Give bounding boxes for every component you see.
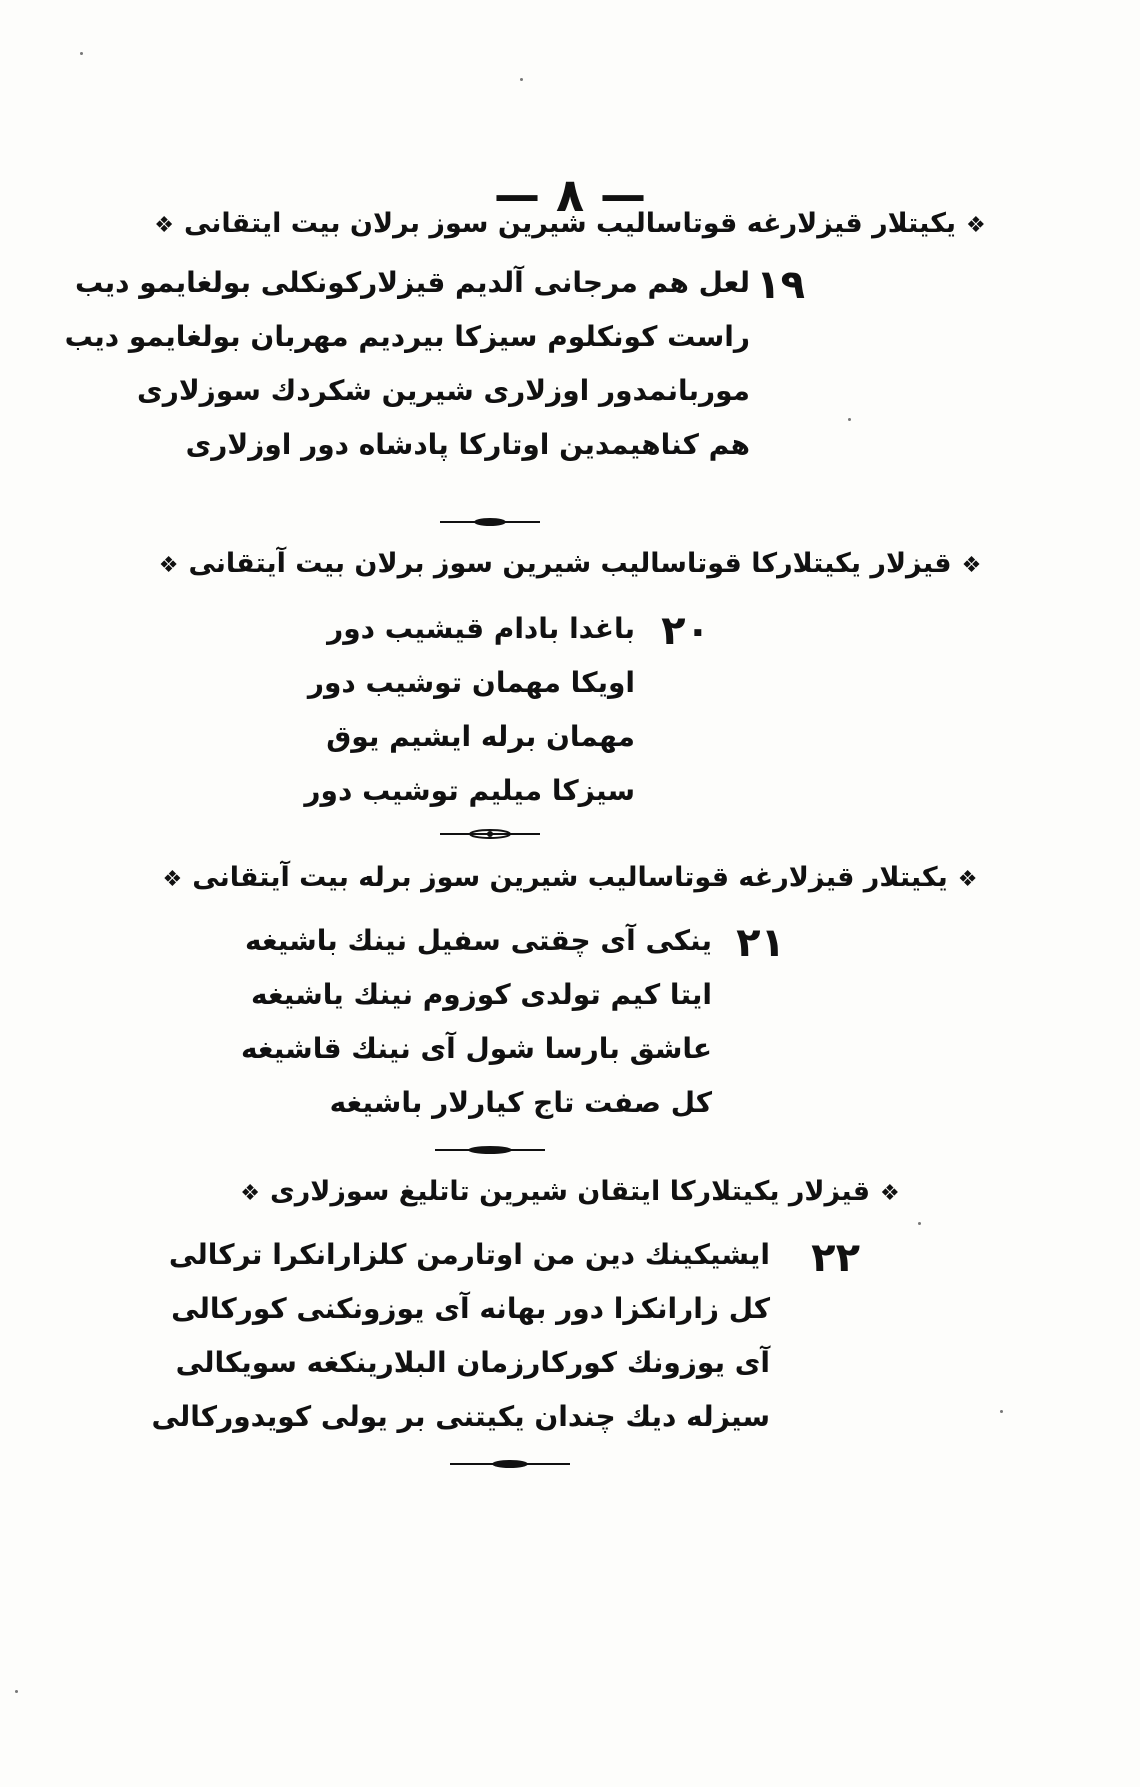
verse-line: باغدا بادام قيشيب دور	[327, 612, 635, 645]
section-heading-22	[0, 1176, 1140, 1207]
ornament-icon: ❖	[154, 213, 174, 238]
paper-speck	[848, 418, 851, 421]
verse-line: كل صفت تاج كيارلار باشيغه	[329, 1086, 712, 1119]
verse-line: مهمان برله ايشيم يوق	[326, 720, 635, 753]
ornamental-divider	[450, 1458, 570, 1470]
ornament-icon: ❖	[880, 1181, 900, 1206]
ornamental-divider	[435, 1144, 545, 1156]
paper-speck	[15, 1690, 18, 1693]
verse-line: ايشيكينك دين من اوتارمن كلزارانكرا تركالى	[168, 1238, 770, 1271]
heading-text: قيزلار يكيتلاركا ايتقان شيرين تاتليغ سوزلارى	[269, 1176, 871, 1207]
ornamental-divider	[440, 828, 540, 840]
verse-block-22	[151, 1228, 770, 1444]
ornament-icon: ❖	[961, 553, 982, 578]
verse-line: راست كونكلوم سيزكا بيرديم مهربان بولغايمو ديب	[64, 320, 750, 353]
verse-line: سيزله ديك چندان يكيتنى بر يولى كويدوركالى	[151, 1400, 770, 1433]
heading-text: قيزلار يكيتلاركا قوتاساليب شيرين سوز برلان بيت آيتقانى	[188, 548, 952, 579]
verse-number: ٢١	[736, 920, 785, 966]
page-number: — ٨ —	[493, 168, 647, 222]
verse-block-20	[304, 602, 635, 818]
verse-line: آى يوزونك كوركارزمان البلارينكغه سويكالى	[175, 1346, 770, 1379]
section-heading-19	[0, 208, 1140, 239]
section-heading-20	[0, 548, 1140, 579]
paper-speck	[520, 78, 523, 81]
heading-text: يكيتلار قيزلارغه قوتاساليب شيرين سوز برلان بيت ايتقانى	[183, 208, 957, 239]
heading-text: يكيتلار قيزلارغه قوتاساليب شيرين سوز برله بيت آيتقانى	[192, 862, 948, 893]
paper-speck	[918, 1222, 921, 1225]
verse-block-19	[65, 256, 750, 472]
verse-line: هم كناهيمدين اوتاركا پادشاه دور اوزلارى	[185, 428, 750, 461]
verse-number: ٢٠	[661, 608, 710, 654]
verse-block-21	[241, 914, 712, 1130]
ornament-icon: ❖	[966, 213, 986, 238]
verse-line: كل زارانكزا دور بهانه آى يوزونكنى كوركالى	[171, 1292, 770, 1325]
verse-line: ينكى آى چقتى سفيل نينك باشيغه	[245, 924, 712, 957]
paper-speck	[80, 52, 83, 55]
ornament-icon: ❖	[240, 1181, 260, 1206]
verse-line: سيزكا ميليم توشيب دور	[304, 774, 635, 807]
ornamental-divider	[440, 516, 540, 528]
verse-line: لعل هم مرجانى آلديم قيزلاركونكلى بولغايمو ديب	[74, 266, 750, 299]
section-heading-21	[0, 862, 1140, 893]
verse-line: موربانمدور اوزلارى شيرين شكردك سوزلارى	[137, 374, 750, 407]
ornament-icon: ❖	[158, 553, 179, 578]
verse-number: ١٩	[756, 262, 805, 308]
verse-line: اويكا مهمان توشيب دور	[307, 666, 635, 699]
verse-line: ايتا كيم تولدى كوزوم نينك ياشيغه	[251, 978, 712, 1011]
paper-speck	[1000, 1410, 1003, 1413]
ornament-icon: ❖	[957, 867, 978, 892]
verse-number: ٢٢	[811, 1235, 860, 1281]
ornament-icon: ❖	[162, 867, 183, 892]
verse-line: عاشق بارسا شول آى نينك قاشيغه	[240, 1032, 712, 1065]
